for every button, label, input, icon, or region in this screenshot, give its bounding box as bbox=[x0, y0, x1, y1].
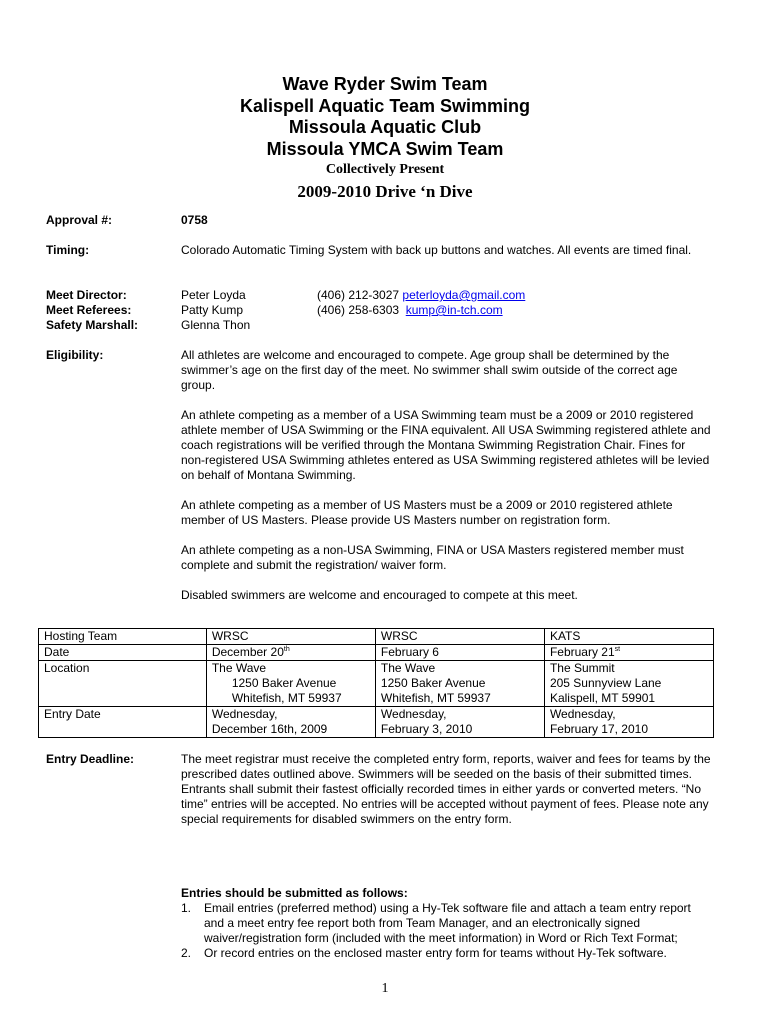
meet-referee-name: Patty Kump bbox=[181, 303, 244, 317]
row-label-date: Date bbox=[39, 645, 207, 661]
safety-marshall-name: Glenna Thon bbox=[181, 318, 251, 332]
officials-contacts bbox=[317, 288, 525, 318]
meets-table bbox=[38, 628, 714, 738]
eligibility-paragraph: An athlete competing as a member of a USA Swimming team must be a 2009 or 2010 registered athlete member of USA Swimming or the FINA equivalent. All USA Swimming registered athlete and coach registrations will be verified through the Montana Swimming Registration Chair. Fines for non-registered USA Swimming athletes entered as USA Swimming registered athletes will be levied on behalf of Montana Swimming. bbox=[181, 408, 711, 482]
list-item: 2. Or record entries on the enclosed master entry form for teams without Hy-Tek software. bbox=[181, 946, 667, 960]
director-email-link[interactable]: peterloyda@gmail.com bbox=[402, 288, 526, 302]
referee-phone: (406) 258-6303 bbox=[317, 303, 400, 317]
meet-director-label: Meet Director: bbox=[46, 288, 127, 302]
meet-referees-label: Meet Referees: bbox=[46, 303, 132, 317]
list-item: 1. Email entries (preferred method) using a Hy-Tek software file and attach a team entry report and a meet entry fee report both from Team Manager, and an electronically signed waiver/registration form (included with the meet information) in Word or Rich Text Format; bbox=[181, 901, 691, 945]
location-cell: The Wave 1250 Baker Avenue Whitefish, MT 59937 bbox=[375, 661, 544, 707]
eligibility-paragraph: All athletes are welcome and encouraged to compete. Age group shall be determined by the swimmer’s age on the first day of the meet. No swimmer shall swim outside of the correct age group. bbox=[181, 348, 678, 392]
row-label-entry-date: Entry Date bbox=[39, 707, 207, 738]
table-row bbox=[39, 661, 714, 707]
officials-labels bbox=[46, 288, 138, 333]
eligibility-label: Eligibility: bbox=[46, 348, 104, 362]
page-number: 1 bbox=[381, 981, 389, 996]
entry-date-cell: Wednesday, February 17, 2010 bbox=[544, 707, 713, 738]
table-row bbox=[39, 629, 714, 645]
timing-label: Timing: bbox=[46, 243, 90, 257]
presents-line: Collectively Present bbox=[325, 162, 445, 177]
hosting-team-cell: WRSC bbox=[206, 629, 375, 645]
officials-names bbox=[181, 288, 311, 333]
eligibility-paragraph: An athlete competing as a non-USA Swimming, FINA or USA Masters registered member must complete and submit the registration/ waiver form. bbox=[181, 543, 684, 572]
team-line-1: Wave Ryder Swim Team bbox=[282, 74, 488, 94]
meet-header bbox=[0, 74, 770, 203]
row-label-hosting-team: Hosting Team bbox=[39, 629, 207, 645]
approval-value: 0758 bbox=[181, 213, 208, 227]
director-phone: (406) 212-3027 bbox=[317, 288, 400, 302]
deadline-text: The meet registrar must receive the completed entry form, reports, waiver and fees for teams by the prescribed dates outlined above. Swimmers will be seeded on the basis of their submitted times. Entrants shall submit their fastest officially recorded times in either yards or converted meters. “No time” entries will be accepted. No entries will be accepted without payment of fees. Please note any special requirements for disabled swimmers on the entry form. bbox=[181, 752, 711, 826]
entry-date-cell: Wednesday, February 3, 2010 bbox=[375, 707, 544, 738]
eligibility-section bbox=[181, 348, 711, 603]
entries-heading: Entries should be submitted as follows: bbox=[181, 886, 408, 900]
team-line-3: Missoula Aquatic Club bbox=[288, 117, 482, 137]
eligibility-paragraph: Disabled swimmers are welcome and encouraged to compete at this meet. bbox=[181, 588, 578, 602]
timing-value: Colorado Automatic Timing System with back up buttons and watches. All events are timed final. bbox=[181, 243, 692, 257]
hosting-team-cell: KATS bbox=[544, 629, 713, 645]
event-title: 2009-2010 Drive ‘n Dive bbox=[297, 182, 473, 201]
date-cell: February 21st bbox=[544, 645, 713, 661]
referee-email-link[interactable]: kump@in-tch.com bbox=[405, 303, 503, 317]
eligibility-paragraph: An athlete competing as a member of US Masters must be a 2009 or 2010 registered athlete member of US Masters. Please provide US Masters number on registration form. bbox=[181, 498, 673, 527]
team-line-2: Kalispell Aquatic Team Swimming bbox=[239, 95, 531, 116]
location-cell: The Summit 205 Sunnyview Lane Kalispell, MT 59901 bbox=[544, 661, 713, 707]
table-row bbox=[39, 707, 714, 738]
location-cell: The Wave 1250 Baker Avenue Whitefish, MT 59937 bbox=[206, 661, 375, 707]
referee-contact bbox=[317, 303, 525, 318]
director-contact bbox=[317, 288, 525, 303]
entry-date-cell: Wednesday, December 16th, 2009 bbox=[206, 707, 375, 738]
approval-label: Approval #: bbox=[46, 213, 113, 227]
date-cell: December 20th bbox=[206, 645, 375, 661]
hosting-team-cell: WRSC bbox=[375, 629, 544, 645]
meet-director-name: Peter Loyda bbox=[181, 288, 246, 302]
table-row bbox=[39, 645, 714, 661]
date-cell: February 6 bbox=[375, 645, 544, 661]
entries-section bbox=[181, 886, 711, 961]
safety-marshall-label: Safety Marshall: bbox=[46, 318, 139, 332]
deadline-label: Entry Deadline: bbox=[46, 752, 135, 766]
row-label-location: Location bbox=[39, 661, 207, 707]
team-line-4: Missoula YMCA Swim Team bbox=[266, 138, 504, 159]
